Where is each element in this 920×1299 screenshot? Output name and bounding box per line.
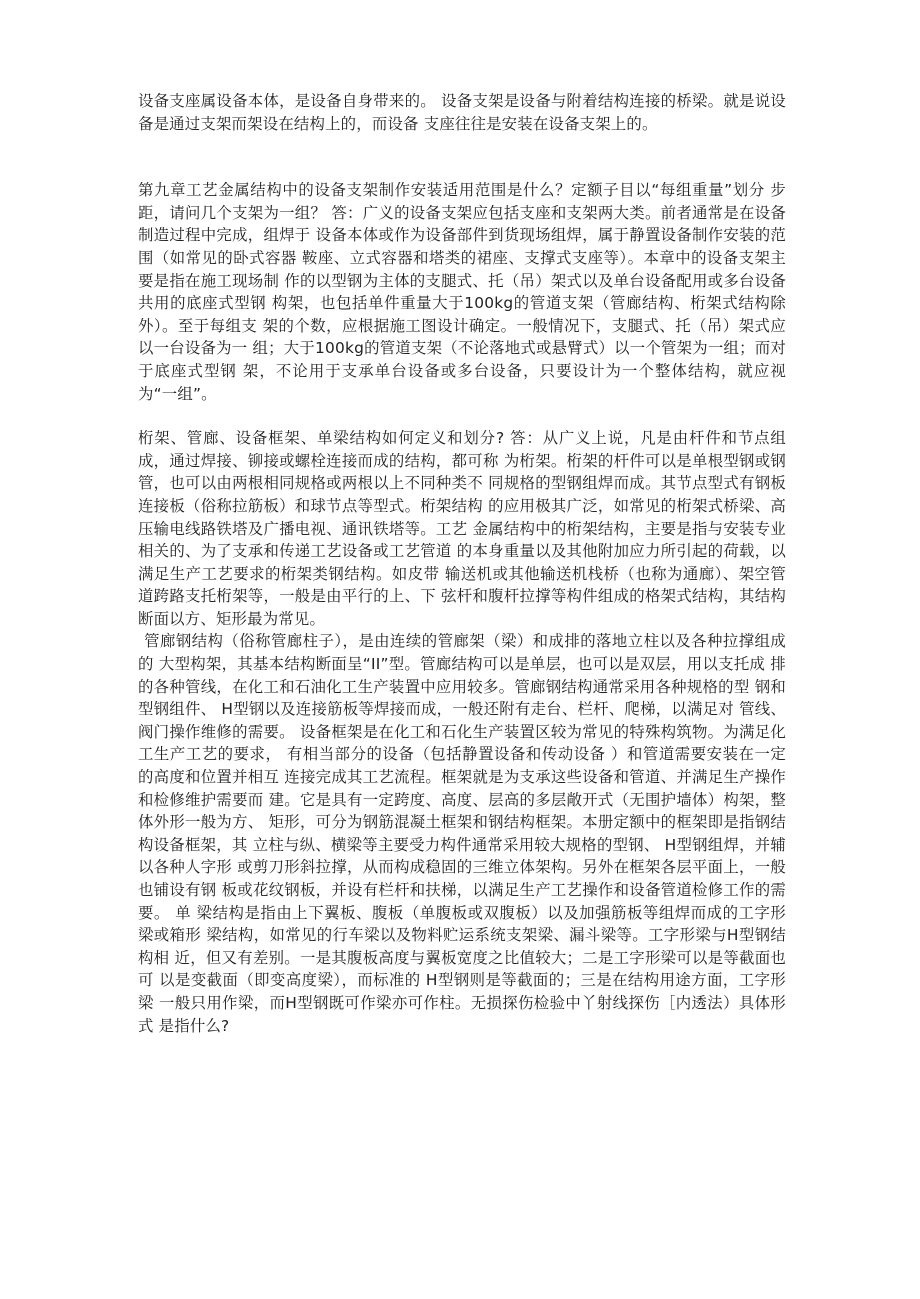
paragraph-support-definition: 设备支座属设备本体，是设备自身带来的。 设备支架是设备与附着结构连接的桥梁。就是说设备是通过支架而架设在结构上的，而设备 支座往往是安装在设备支架上的。 (138, 92, 786, 133)
paragraph-pipe-rack-structure: 管廊钢结构（俗称管廊柱子），是由连续的管廊架（梁）和成排的落地立柱以及各种拉撑组成的 大型构架，其基本结构断面呈“II”型。管廊结构可以是单层，也可以是双层，用以支托成 排的各种管线，在化工和石油化工生产装置中应用较多。管廊钢结构通常采用各种规格的型 钢和型钢组件、 H型钢以及连接筋板等焊接而成，一般还附有走台、栏杆、爬梯，以满足对 管线、阀门操作维修的需要。 设备框架是在化工和石化生产装置区较为常见的特殊构筑物。为满足化工生产工艺的要求， 有相当部分的设备（包括静置设备和传动设备 ）和管道需要安装在一定的高度和位置并相互 连接完成其工艺流程。框架就是为支承这些设备和管道、并满足生产操作和检修维护需要而 建。它是具有一定跨度、高度、层高的多层敞开式（无围护墙体）构架，整体外形一般为方、 矩形，可分为钢筋混凝土框架和钢结构框架。本册定额中的框架即是指钢结构设备框架，其 立柱与纵、横梁等主要受力构件通常采用较大规格的型钢、 H型钢组焊，并辅以各种人字形 或剪刀形斜拉撑，从而构成稳固的三维立体架构。另外在框架各层平面上，一般也铺设有钢 板或花纹钢板，并设有栏杆和扶梯，以满足生产工艺操作和设备管道检修工作的需要。 单 梁结构是指由上下翼板、腹板（单腹板或双腹板）以及加强筋板等组焊而成的工字形梁或箱形 梁结构，如常见的行车梁以及物料贮运系统支架梁、漏斗梁等。工字形梁与H型钢结构相 近，但又有差别。一是其腹板高度与翼板宽度之比值较大；二是工字形梁可以是等截面也可 以是变截面（即变高度梁），而标准的 H型钢则是等截面的；三是在结构用途方面，工字形梁 一般只用作梁，而H型钢既可作梁亦可作柱。无损探伤检验中丫射线探伤［内透法）具体形式 是指什么? (138, 632, 786, 1035)
paragraph-truss-definition: 桁架、管廊、设备框架、单梁结构如何定义和划分? 答：从广义上说，凡是由杆件和节点组成，通过焊接、铆接或螺栓连接而成的结构，都可称 为桁架。桁架的杆件可以是单根型钢或钢管，也可以由两根相同规格或两根以上不同种类不 同规格的型钢组焊而成。其节点型式有钢板连接板（俗称拉筋板）和球节点等型式。桁架结构 的应用极其广泛，如常见的桁架式桥梁、高压输电线路铁塔及广播电视、通讯铁塔等。工艺 金属结构中的桁架结构，主要是指与安装专业相关的、为了支承和传递工艺设备或工艺管道 的本身重量以及其他附加应力所引起的荷载，以满足生产工艺要求的桁架类钢结构。如皮带 输送机或其他输送机栈桥（也称为通廊）、架空管道跨路支托桁架等，一般是由平行的上、下 弦杆和腹杆拉撑等构件组成的格架式结构，其结构断面以方、矩形最为常见。 (138, 429, 786, 628)
paragraph-chapter-nine-scope: 第九章工艺金属结构中的设备支架制作安装适用范围是什么？定额子目以“每组重量”划分 步距，请问几个支架为一组？ 答：广义的设备支架应包括支座和支架两大类。前者通常是在设备制造过程中完成，组焊于 设备本体或作为设备部件到货现场组焊，属于静置设备制作安装的范围（如常见的卧式容器 鞍座、立式容器和塔类的裙座、支撑式支座等）。本章中的设备支架主要是指在施工现场制 作的以型钢为主体的支腿式、托（吊）架式以及单台设备配用或多台设备共用的底座式型钢 构架，也包括单件重量大于100kg的管道支架（管廊结构、桁架式结构除外）。至于每组支 架的个数，应根据施工图设计确定。一般情况下，支腿式、托（吊）架式应以一台设备为一 组；大于100kg的管道支架（不论落地式或悬臂式）以一个管架为一组；而对于底座式型钢 架，不论用于支承单台设备或多台设备，只要设计为一个整体结构，就应视为“一组”。 (138, 181, 786, 403)
